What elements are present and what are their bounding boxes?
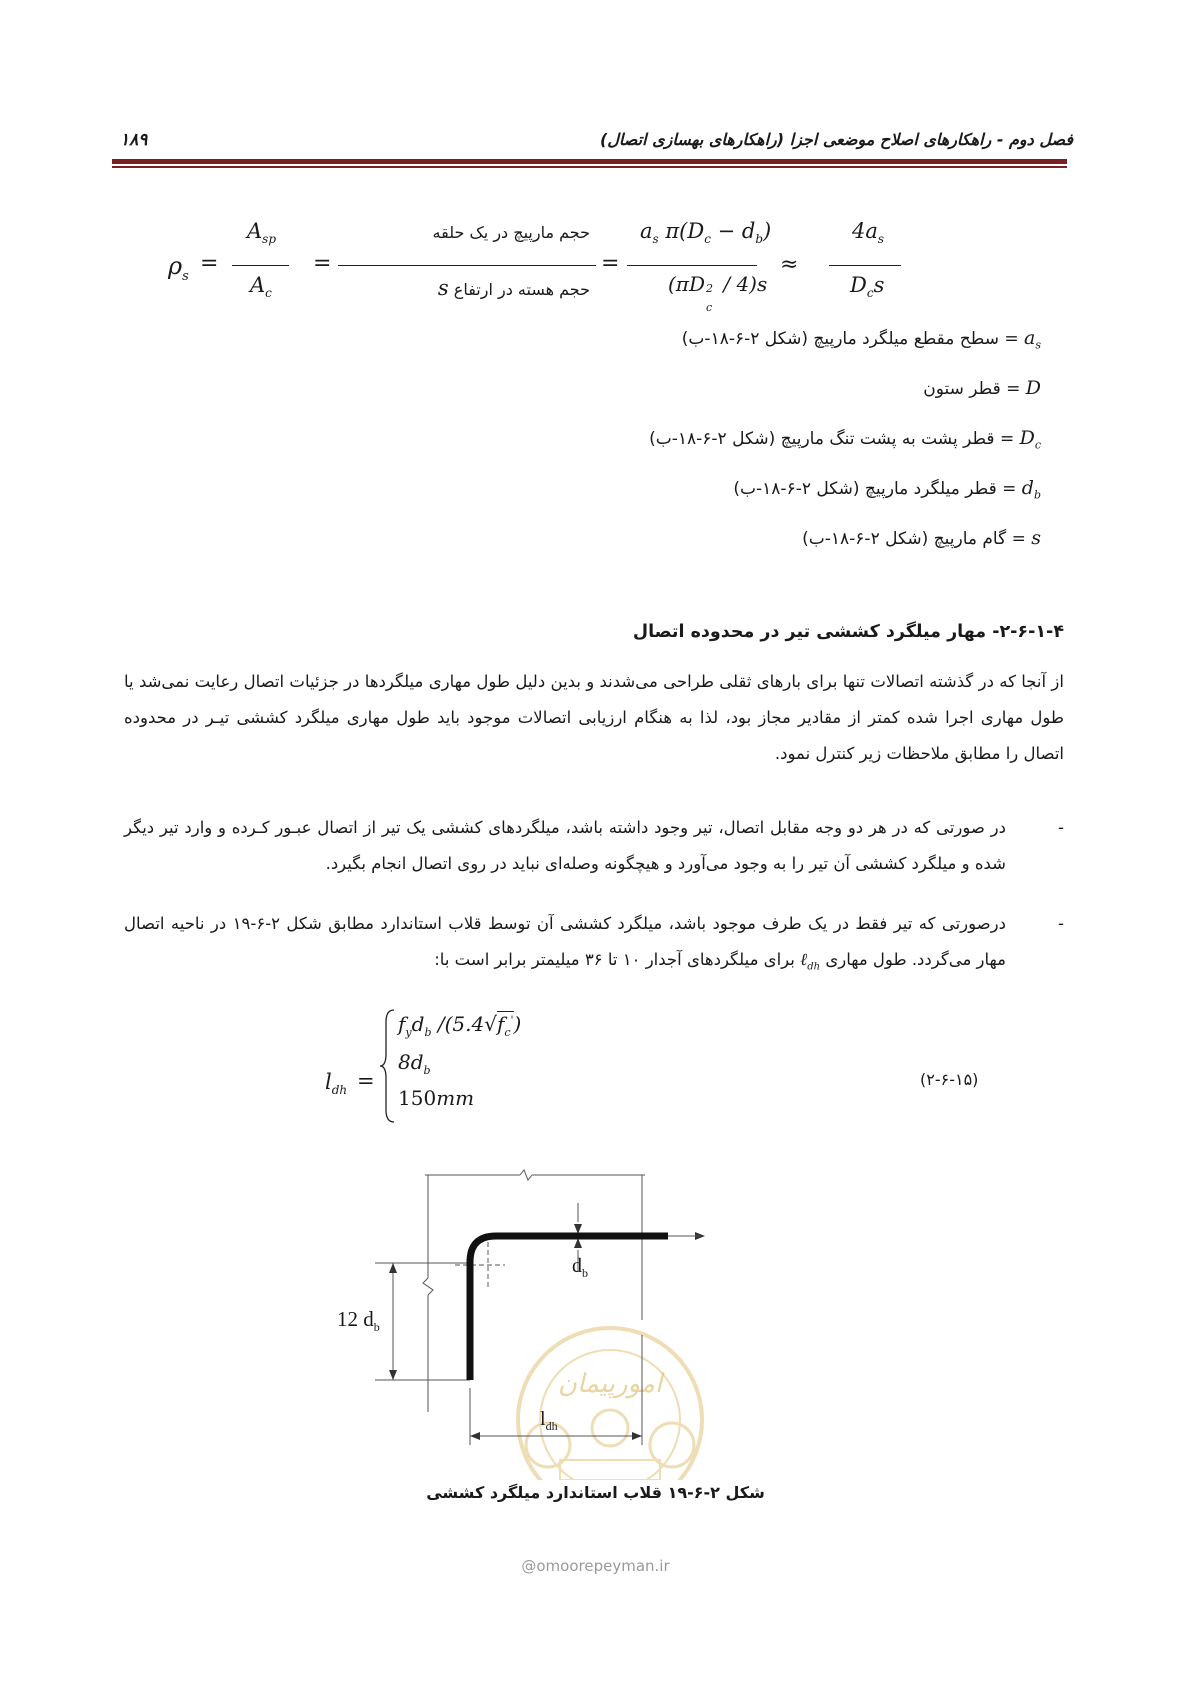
definition-s: s = گام مارپیچ (شکل ۲-۶-۱۸-ب)	[802, 527, 1041, 549]
equals-sign: =	[601, 251, 620, 276]
volume-spiral-text: حجم مارپیچ در یک حلقه	[432, 223, 590, 242]
body-paragraph: از آنجا که در گذشته اتصالات تنها برای بارهای ثقلی طراحی می‌شدند و بدین دلیل طول مهاری میلگردها در جزئیات اتصال رعایت نمی‌شد یا طول مهاری اجرا شده کمتر از مقادیر مجاز بود، لذا به هنگام ارزیابی اتصالات موجود باید طول مهاری میلگرد کششی تیـر در محدوده اتصال را مطابق ملاحظات زیر کنترل نمود.	[124, 672, 1064, 763]
equals-sign: =	[200, 251, 219, 276]
ldh-symbol: $l_{dh}$	[325, 1070, 348, 1098]
running-header: فصل دوم - راهکارهای اصلاح موضعی اجزا (راهکارهای بهسازی اتصال)	[599, 130, 1073, 149]
bullet-dash: -	[1058, 818, 1064, 837]
fraction-line	[338, 265, 596, 266]
fraction-line	[829, 265, 901, 266]
bullet-item	[124, 810, 1064, 882]
asp-numerator: $A_{sp}$	[247, 219, 277, 247]
label-ldh: $l_{dh}$	[540, 1408, 558, 1433]
label-12db: 12 $d_b$	[337, 1307, 380, 1335]
fraction-line	[627, 265, 757, 266]
equation-number: (۲-۶-۱۵)	[920, 1070, 979, 1089]
spiral-denominator: (πD 2 c / 4)s	[668, 272, 768, 314]
watermark-logo-text: امورپیمان	[557, 1369, 663, 1399]
brace-symbol	[378, 1008, 396, 1124]
equals-sign: =	[313, 251, 332, 276]
watermark-site: @omoorepeyman.ir	[521, 1557, 670, 1575]
ldh-case-2: $8d_b$	[398, 1050, 431, 1077]
standard-hook-figure	[0, 1150, 1191, 1480]
definition-as: $a_s$ = سطح مقطع میلگرد مارپیچ (شکل ۲-۶-۱۸-ب)	[681, 327, 1041, 352]
ldh-case-1: $f_yd_b$ $/(5.4√f_c')$	[398, 1012, 522, 1039]
watermark-logo	[518, 1328, 702, 1480]
fraction-line	[232, 265, 289, 266]
volume-core-text: حجم هسته در ارتفاع s	[437, 276, 590, 300]
equals-sign: =	[357, 1069, 375, 1093]
formula-ldh	[0, 1000, 1191, 1130]
rho-symbol: $\rho_s$	[168, 252, 189, 284]
definition-db: $d_b$ = قطر میلگرد مارپیچ (شکل ۲-۶-۱۸-ب)	[733, 477, 1041, 502]
watermark-at-icon: @	[521, 1557, 537, 1575]
approx-denominator: $D_cs$	[850, 273, 885, 301]
section-heading: ۲-۶-۱-۴- مهار میلگرد کششی تیر در محدوده اتصال	[632, 622, 1064, 642]
definition-d: D = قطر ستون	[923, 377, 1041, 399]
bullet-item	[124, 906, 1064, 985]
page-number: ۱۸۹	[120, 130, 148, 150]
definition-dc: $D_c$ = قطر پشت به پشت تنگ مارپیچ (شکل ۲-۶-۱۸-ب)	[649, 427, 1041, 452]
approx-numerator: $4a_s$	[852, 219, 885, 247]
formula-rho	[0, 0, 1191, 330]
spiral-numerator: $a_s$ $\pi(D_c - d_b)$	[640, 219, 772, 247]
bullet-dash: -	[1058, 914, 1064, 933]
approx-sign: ≈	[780, 252, 799, 277]
figure-caption: شکل ۲-۶-۱۹ قلاب استاندارد میلگرد کششی	[426, 1483, 765, 1502]
ldh-case-3: 150mm	[398, 1086, 475, 1110]
bullet-text: در صورتی که در هر دو وجه مقابل اتصال، تیر وجود داشته باشد، میلگردهای کششی یک تیر از اتصال عبـور کـرده و وارد تیر دیگر شده و میلگرد کششی آن تیر را به وجود می‌آورد و هیچگونه وصله‌ای نباید در روی اتصال انجام بگیرد.	[124, 818, 1006, 873]
label-db: $d_b$	[572, 1255, 588, 1280]
bullet-text: درصورتی که تیر فقط در یک طرف موجود باشد، میلگرد کششی آن توسط قلاب استاندارد مطابق شکل ۲-۶-۱۹ در ناحیه اتصال مهار می‌گردد. طول مهاری ℓ$_{dh}$ برای میلگردهای آجدار ۱۰ تا ۳۶ میلیمتر برابر است با:	[124, 914, 1006, 973]
ac-denominator: $A_c$	[250, 273, 272, 301]
